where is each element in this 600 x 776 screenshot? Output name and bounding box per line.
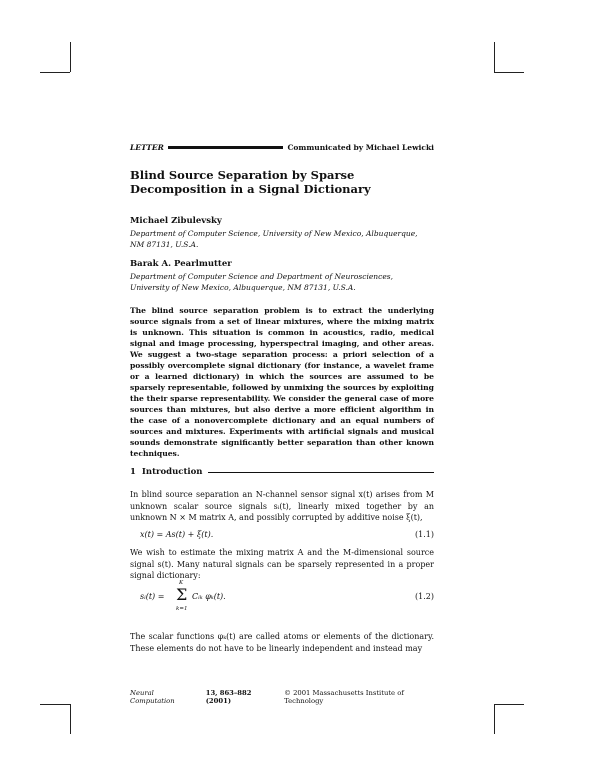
abstract: The blind source separation problem is to extract the underlying source signals from a set of linear mixtures, where the mixing matrix is unknown. This situation is common in acoustics, radio, medical signal and image processing, hyperspectral imaging, and other areas. We suggest a two-stage separation process: a priori selection of a possibly overcomplete signal dictionary (for instance, a wavelet frame or a learned dictionary) in which the sources are assumed to be sparsely representable, followed by unmixing the sources by exploiting the their sparse representability. We consider the general case of more sources than mixtures, but also derive a more efficient algorithm in the case of a nonovercomplete dictionary and an equal numbers of sources and mixtures. Experiments with artificial signals and musical sounds demonstrate significantly better separation than other known techniques. [130,306,434,458]
body-paragraph: We wish to estimate the mixing matrix A and the M-dimensional source signal s(t). Many natural signals can be sparsely represented in a proper signal dictionary: [130,548,434,580]
crop-mark-br-v [494,704,495,734]
letter-header [130,140,434,154]
equation-1-2 [140,580,434,616]
equation-1-1 [140,527,434,541]
crop-mark-bl-h [40,704,70,705]
equation-lhs: sᵢ(t) = [140,592,165,601]
journal-name: Neural Computation [130,689,175,705]
equation-number: (1.2) [415,592,434,601]
crop-mark-tl-h [40,72,70,73]
sum-lower-limit: k=1 [176,606,188,612]
sum-upper-limit: K [179,580,184,586]
author-affiliation: Department of Computer Science, University of New Mexico, Albuquerque, NM 87131, U.S.A. [130,229,418,249]
crop-mark-tr-v [494,42,495,72]
crop-mark-tl-v [70,42,71,72]
author-name: Michael Zibulevsky [130,216,222,226]
section-heading [130,466,434,478]
header-rule [168,146,284,149]
page-footer [130,689,434,705]
body-paragraph: In blind source separation an N-channel sensor signal x(t) arises from M unknown scalar source signals sᵢ(t), linearly mixed together by an unknown N × M matrix A, and possibly corrupted by additive noise ξ(t), [130,490,434,522]
crop-mark-tr-h [494,72,524,73]
author-affiliation: Department of Computer Science and Department of Neurosciences, University of New Mexico, Albuquerque, NM 87131, U.S.A. [130,272,394,292]
journal-volume: 13, [205,689,218,697]
section-rule [208,472,434,473]
copyright: © 2001 Massachusetts Institute of Technology [284,689,404,705]
author-name: Barak A. Pearlmutter [130,259,232,269]
crop-mark-br-h [494,704,524,705]
section-number: 1 [130,467,136,477]
body-paragraph: The scalar functions φₖ(t) are called atoms or elements of the dictionary. These elements do not have to be linearly independent and instead may [130,632,434,653]
journal-pages: 863–882 (2001) [205,689,252,705]
equation-rhs: Cᵢₖ φₖ(t). [192,592,226,601]
crop-mark-bl-v [70,704,71,734]
section-title: Introduction [141,467,203,477]
paper-title: Blind Source Separation by Sparse Decomposition in a Signal Dictionary [130,168,371,196]
equation-text: x(t) = As(t) + ξ(t). [140,529,214,539]
letter-label: LETTER [130,142,164,152]
communicated-by: Communicated by Michael Lewicki [287,142,434,152]
equation-number: (1.1) [415,529,434,539]
sum-symbol: Σ [176,585,188,604]
